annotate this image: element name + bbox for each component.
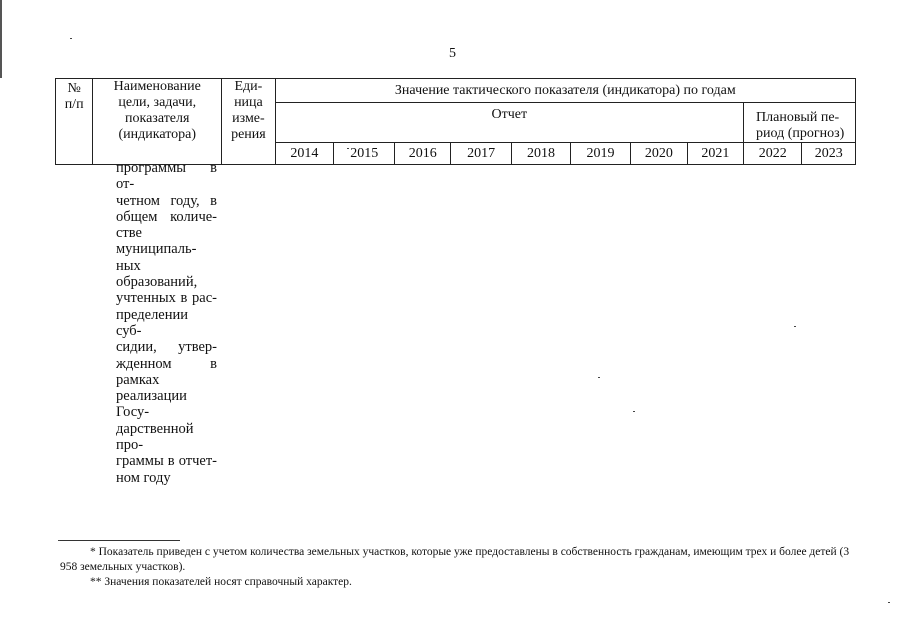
- scan-speck: [598, 377, 600, 378]
- header-unit: Еди- ница изме- рения: [222, 79, 275, 165]
- text-line: учтенных в рас-: [116, 290, 217, 307]
- year-cell: 2017: [450, 143, 511, 165]
- text-line: общем количе-: [116, 208, 217, 225]
- text-line: ном году: [116, 469, 171, 486]
- text-line: дарственной про-: [116, 420, 194, 454]
- text-line: граммы в отчет-: [116, 453, 217, 470]
- year-cell: 2014: [275, 143, 333, 165]
- scan-speck: [70, 38, 72, 39]
- scan-speck: [347, 148, 349, 149]
- indicator-table: [55, 78, 856, 165]
- year-cell: 2015: [334, 143, 395, 165]
- page-number: 5: [449, 46, 456, 61]
- text-line: реализации Госу-: [116, 388, 187, 421]
- text-line: программы в от-: [116, 160, 217, 193]
- year-cell: 2019: [570, 143, 630, 165]
- scan-edge-mark: [0, 0, 2, 78]
- text-line: пределении суб-: [116, 306, 189, 339]
- header-report: Отчет: [275, 103, 743, 143]
- scan-speck: [794, 326, 796, 327]
- year-cell: 2021: [687, 143, 743, 165]
- header-number: № п/п: [56, 79, 93, 165]
- year-cell: 2023: [802, 143, 856, 165]
- header-values-by-year: Значение тактического показателя (индикатора) по годам: [275, 79, 855, 103]
- scan-speck: [58, 540, 60, 541]
- indicator-name-continuation: [116, 160, 217, 486]
- footnote-divider: [60, 540, 180, 541]
- text-line: стве муниципаль-: [116, 225, 197, 258]
- year-cell: 2020: [631, 143, 687, 165]
- header-plan-period: Плановый пе- риод (прогноз): [744, 103, 856, 143]
- year-cell: 2022: [744, 143, 802, 165]
- footnote-1: * Показатель приведен с учетом количества земельных участков, которые уже предоставлены в собственность гражданам, имеющим трех и более детей (3 958 земельных участков).: [60, 546, 850, 573]
- year-cell: 2018: [512, 143, 570, 165]
- header-name: Наименование цели, задачи, показателя (индикатора): [93, 79, 222, 165]
- footnote-2: ** Значения показателей носят справочный характер.: [90, 576, 352, 588]
- scan-speck: [633, 411, 635, 412]
- text-line: жденном в рамках: [116, 355, 217, 388]
- text-line: ных образований,: [116, 257, 198, 291]
- scan-speck: [888, 602, 890, 603]
- text-line: четном году, в: [116, 192, 217, 209]
- text-line: сидии, утвер-: [116, 339, 217, 356]
- year-cell: 2016: [395, 143, 450, 165]
